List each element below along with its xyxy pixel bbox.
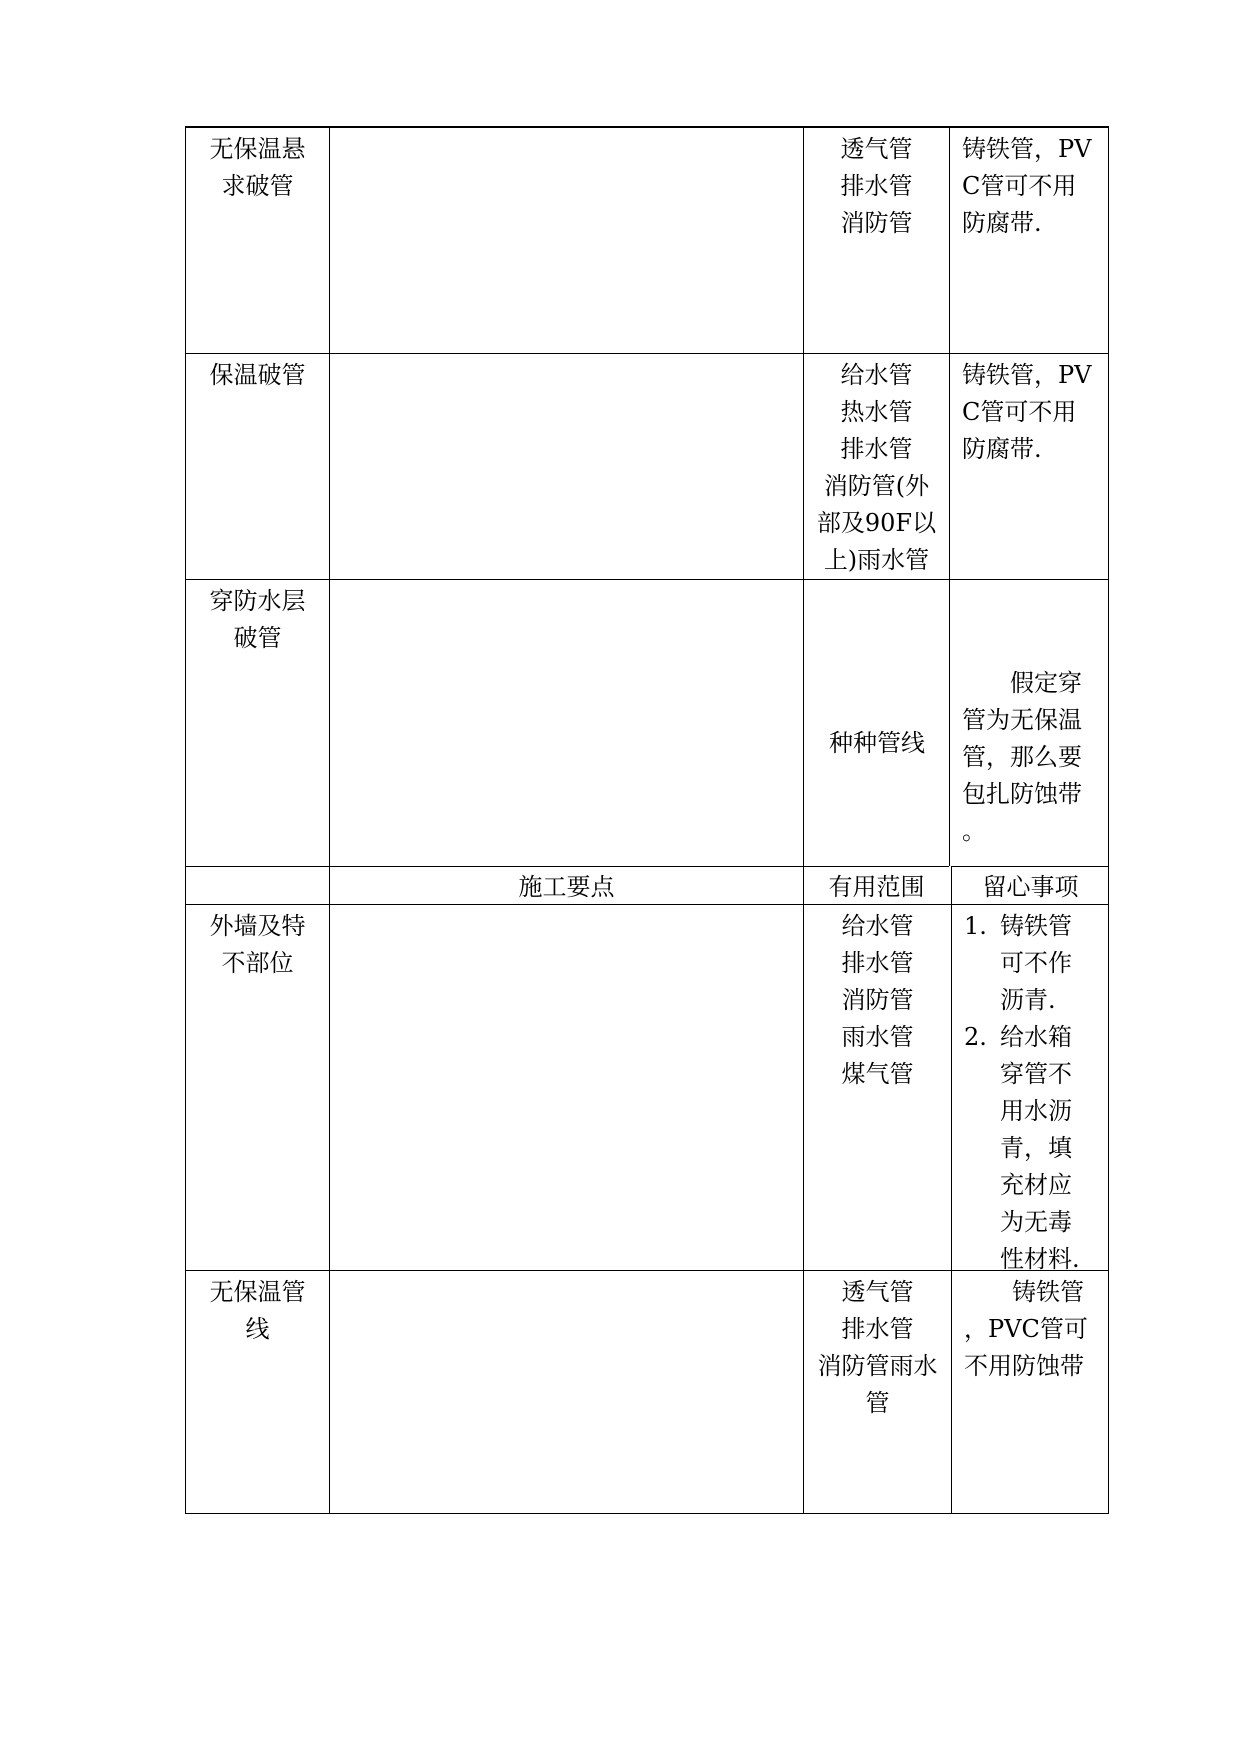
row4-note2-line2: 穿管不 bbox=[1000, 1060, 1072, 1088]
row2-item-line1: 保温破管 bbox=[209, 361, 306, 389]
row2-scope-line2: 热水管 bbox=[840, 398, 913, 426]
row4-note1-number: 1. bbox=[964, 912, 987, 940]
row4-note2-line4: 青，填 bbox=[1000, 1134, 1072, 1162]
row4-note2-line6: 为无毒 bbox=[1000, 1208, 1072, 1236]
row4-note1-line3: 沥青. bbox=[1000, 986, 1056, 1014]
row4-note-cell bbox=[951, 904, 1109, 1273]
row3-note-line2: 管为无保温 bbox=[962, 706, 1082, 734]
row4-note1-line2: 可不作 bbox=[1000, 949, 1072, 977]
row1-scope-line1: 透气管 bbox=[840, 135, 913, 163]
row5-item-cell bbox=[185, 1270, 329, 1514]
row4-note-list bbox=[964, 908, 1099, 1278]
row1-item-cell bbox=[185, 127, 329, 353]
header-method-cell bbox=[329, 866, 803, 904]
row1-method-cell bbox=[329, 127, 803, 353]
row1-scope-line3: 消防管 bbox=[840, 209, 913, 237]
row5-note-line1: 铸铁管 bbox=[1012, 1278, 1084, 1306]
table-right-border bbox=[1108, 126, 1109, 1514]
row4-item-line2: 不部位 bbox=[221, 949, 294, 977]
row3-item-line1: 穿防水层 bbox=[209, 587, 306, 615]
row4-item-cell bbox=[185, 904, 329, 1270]
row1-item-line1: 无保温悬 bbox=[209, 135, 306, 163]
row2-method-cell bbox=[329, 353, 803, 579]
row4-method-cell bbox=[329, 904, 803, 1270]
row5-scope-line2: 排水管 bbox=[841, 1315, 914, 1343]
row1-note-line2: C管可不用 bbox=[962, 172, 1077, 200]
row3-note-line4: 包扎防蚀带 bbox=[962, 780, 1082, 808]
row3-note-cell bbox=[949, 579, 1109, 866]
row2-scope-line3: 排水管 bbox=[840, 435, 913, 463]
row5-note-cell bbox=[951, 1270, 1109, 1514]
row4-note2-line5: 充材应 bbox=[1000, 1171, 1072, 1199]
row5-method-cell bbox=[329, 1270, 803, 1514]
row4-note2-text bbox=[1000, 1019, 1080, 1278]
header-col2-label: 施工要点 bbox=[518, 873, 615, 901]
row1-note-cell bbox=[949, 127, 1109, 353]
row2-scope-line4: 消防管(外 bbox=[823, 472, 930, 500]
row3-method-cell bbox=[329, 579, 803, 866]
row2-scope-line6: 上)雨水管 bbox=[823, 546, 930, 574]
row1-note-line1: 铸铁管，PV bbox=[962, 135, 1092, 163]
row4-scope-line2: 排水管 bbox=[841, 949, 914, 977]
row2-note-line1: 铸铁管，PV bbox=[962, 361, 1092, 389]
row5-note-line3: 不用防蚀带 bbox=[964, 1352, 1084, 1380]
row4-note1-line1: 铸铁管 bbox=[1000, 912, 1072, 940]
row3-note-line1: 假定穿 bbox=[1010, 669, 1082, 697]
row3-note-line3: 管，那么要 bbox=[962, 743, 1082, 771]
row4-scope-line5: 煤气管 bbox=[841, 1060, 914, 1088]
row4-note2-line3: 用水沥 bbox=[1000, 1097, 1072, 1125]
row5-scope-line4: 管 bbox=[865, 1389, 890, 1417]
row4-note2-number: 2. bbox=[964, 1023, 987, 1051]
row4-scope-line3: 消防管 bbox=[841, 986, 914, 1014]
row2-scope-line5: 部及90F以 bbox=[816, 509, 937, 537]
row4-scope-line1: 给水管 bbox=[841, 912, 914, 940]
header-item-cell bbox=[185, 866, 329, 904]
row2-note-line3: 防腐带. bbox=[962, 435, 1042, 463]
row3-note-block bbox=[962, 665, 1092, 850]
row3-scope-line1: 种种管线 bbox=[829, 729, 925, 757]
row4-note2-line1: 给水箱 bbox=[1000, 1023, 1072, 1051]
header-col4-label: 留心事项 bbox=[982, 873, 1079, 901]
row4-note1-text bbox=[1000, 908, 1072, 1019]
row3-note-line5: 。 bbox=[962, 817, 986, 845]
row5-scope-cell bbox=[803, 1270, 951, 1514]
header-scope-cell bbox=[803, 866, 949, 904]
row5-scope-line3: 消防管雨水 bbox=[817, 1352, 938, 1380]
row1-scope-cell bbox=[803, 127, 949, 353]
header-note-cell bbox=[951, 866, 1109, 904]
row5-item-line1: 无保温管 bbox=[209, 1278, 306, 1306]
row4-note-item1 bbox=[964, 908, 1099, 1019]
row2-item-cell bbox=[185, 353, 329, 579]
row3-item-cell bbox=[185, 579, 329, 866]
row1-scope-line2: 排水管 bbox=[840, 172, 913, 200]
row4-item-line1: 外墙及特 bbox=[209, 912, 306, 940]
row4-note2-line7: 性材料. bbox=[1000, 1245, 1080, 1273]
row3-scope-cell bbox=[803, 579, 949, 866]
row5-item-line2: 线 bbox=[245, 1315, 270, 1343]
table-bottom-border bbox=[185, 1513, 1109, 1514]
row1-item-line2: 求破管 bbox=[221, 172, 294, 200]
row2-note-cell bbox=[949, 353, 1109, 579]
row2-scope-line1: 给水管 bbox=[840, 361, 913, 389]
row2-scope-cell bbox=[803, 353, 949, 579]
row4-scope-cell bbox=[803, 904, 951, 1270]
row5-note-line2: ，PVC管可 bbox=[964, 1315, 1088, 1343]
header-col3-label: 有用范围 bbox=[828, 873, 925, 901]
row4-note-item2 bbox=[964, 1019, 1099, 1278]
row5-scope-line1: 透气管 bbox=[841, 1278, 914, 1306]
row4-scope-line4: 雨水管 bbox=[841, 1023, 914, 1051]
row3-item-line2: 破管 bbox=[233, 624, 282, 652]
row2-note-line2: C管可不用 bbox=[962, 398, 1077, 426]
row1-note-line3: 防腐带. bbox=[962, 209, 1042, 237]
